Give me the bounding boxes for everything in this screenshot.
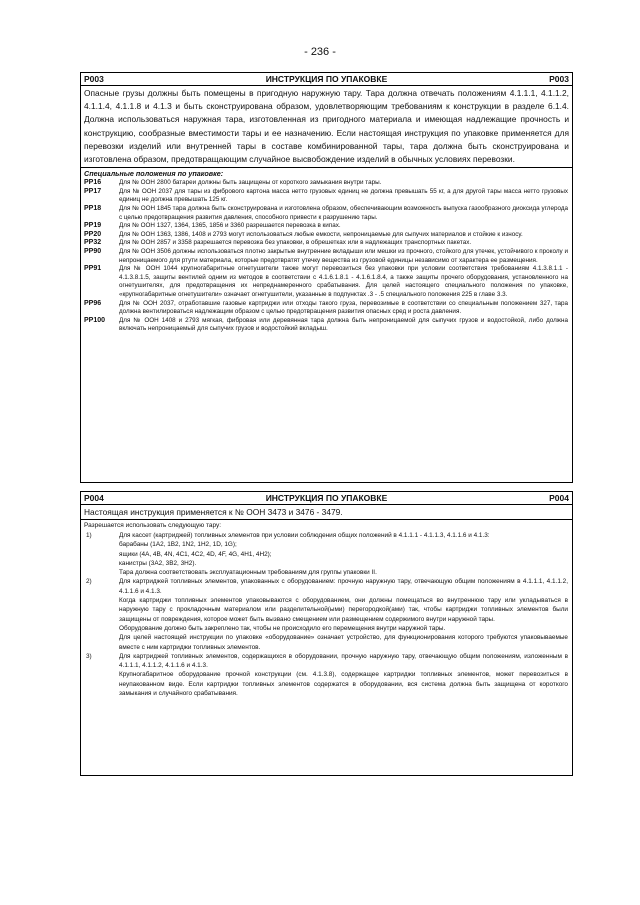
provision-code: PP32 (84, 239, 102, 247)
provision-text: Для № ООН 2037, отработавшие газовые картриджи или отходы такого груза, перевозимые в соответствии со специальным положением 327, тара должна вентилироваться надлежащим образом с целью предотвращения развития опасных сред и роста давления. (119, 299, 568, 316)
special-provisions-heading: Специальные положения по упаковке: (84, 169, 224, 179)
special-provision-row (81, 248, 572, 265)
option-number: 1) (86, 532, 92, 539)
special-provision-row (81, 317, 572, 334)
provision-code: PP16 (84, 179, 102, 187)
provision-code: PP90 (84, 247, 102, 255)
p003-code-right: P003 (549, 74, 569, 84)
packaging-option (81, 531, 572, 577)
option-paragraph: барабаны (1A2, 1B2, 1N2, 1H2, 1D, 1G); (119, 541, 237, 549)
provision-code: PP19 (84, 222, 102, 230)
option-paragraph: Тара должна соответствовать эксплуатационным требованиям для группы упаковки II. (119, 569, 377, 577)
provision-code: PP100 (84, 316, 106, 324)
provision-text: Для № ООН 3506 должны использоваться плотно закрытые внутренние вкладыши или мешки из прочного, стойкого для утечек, устойчивого к проколу и непроницаемого для ртути материала, которые предотвратят утечку вещества из грузовой единицы независимо от характера ее размещения. (119, 247, 568, 264)
option-paragraph: Крупногабаритное оборудование прочной конструкции (см. 4.1.3.8), содержащее картриджи топливных элементов, может перевозиться в неупакованном виде. Если картриджи топливных элементов содержатся в оборудовании, вся система должна быть защищена от короткого замыкания и случайного срабатывания. (119, 671, 568, 698)
option-paragraph: Оборудование должно быть закреплено так, чтобы не происходило его перемещения внутри наружной тары. (119, 624, 446, 632)
special-provision-row (81, 205, 572, 222)
p003-intro: Опасные грузы должны быть помещены в пригодную наружную тару. Тара должна отвечать положениям 4.1.1.1, 4.1.1.2, 4.1.1.4, 4.1.1.8 и 4.1.3 и быть сконструирована образом, удовлетворяющим требованиям к конструкции в разделе 6.1.4. Должна использоваться наружная тара, изготовленная из пригодного материала и имеющая надлежащие прочность и конструкцию, сообразные вместимости тары и ее назначению. Если настоящая инструкция по упаковке применяется для перевозки изделий или внутренней тары в составе комбинированной тары, тара должна быть сконструирована и изготовлена образом, предотвращающим случайное высвобождение изделий в обычных условиях перевозки. (81, 86, 572, 168)
allowed-packaging-heading: Разрешается использовать следующую тару: (84, 522, 222, 529)
provision-text: Для № ООН 2857 и 3358 разрешается перевозка без упаковки, в обрешетках или в надлежащих транспортных пакетах. (119, 239, 472, 247)
option-number: 2) (86, 578, 92, 586)
provision-text: Для № ООН 2800 батареи должны быть защищены от короткого замыкания внутри тары. (119, 179, 382, 187)
provision-text: Для № ООН 1044 крупногабаритные огнетушители также могут перевозиться без упаковки при условии соответствия требованиям 4.1.3.8.1.1 - 4.1.3.8.1.5, защиты вентилей одним из методов в соответствии с 4.1.6.1.8.1 - 4.1.6.1.8.4, а также защиты прочего оборудования, установленного на огнетушителях, для предотвращения их непреднамеренного срабатывания. Для целей настоящего специального положения по упаковке, «крупногабаритные огнетушители» означает огнетушители, указанные в подпунктах .3 - .5 специального положения 225 в главе 3.3. (119, 265, 568, 298)
option-paragraph: Для кассет (картриджей) топливных элементов при условии соблюдения общих положений в 4.1.1.1 - 4.1.1.3, 4.1.1.6 и 4.1.3: (119, 532, 490, 539)
option-body (119, 652, 572, 698)
special-provision-row (81, 222, 572, 231)
provision-text: Для № ООН 1845 тара должна быть сконструирована и изготовлена образом, обеспечивающим возможность выпуска газообразного диоксида углерода с целью предотвращения развития давления, способного привести к разрушению тары. (119, 205, 568, 221)
special-provision-row (81, 300, 572, 317)
provision-code: PP96 (84, 299, 102, 307)
provision-code: PP17 (84, 187, 102, 195)
special-provision-row (81, 265, 572, 299)
p004-header (81, 492, 572, 505)
provision-text: Для № ООН 2037 для тары из фибрового картона масса нетто грузовых единиц не должна превышать 55 кг, а для другой тары масса нетто грузовых единиц не должна превышать 125 кг. (119, 187, 568, 204)
option-body (119, 577, 572, 651)
option-body (119, 531, 572, 577)
option-paragraph: Для картриджей топливных элементов, упакованных с оборудованием: прочную наружную тару, отвечающую общим положениям в 4.1.1.1, 4.1.1.2, 4.1.1.6 и 4.1.3. (119, 578, 568, 595)
option-paragraph: ящики (4A, 4B, 4N, 4C1, 4C2, 4D, 4F, 4G, 4H1, 4H2); (119, 550, 272, 558)
page-number: - 236 - (304, 46, 336, 58)
packaging-option (81, 577, 572, 651)
packing-instruction-p004 (80, 491, 573, 776)
p003-header (81, 73, 572, 86)
provision-text: Для № ООН 1408 и 2793 мягкая, фибровая или деревянная тара должна быть непроницаемой для сыпучих грузов и водостойкой, либо должна включать непроницаемый для сыпучих грузов и водостойкий вкладыш. (119, 316, 568, 333)
p003-title: ИНСТРУКЦИЯ ПО УПАКОВКЕ (265, 74, 388, 84)
packing-instruction-p003 (80, 72, 573, 483)
special-provision-row (81, 239, 572, 248)
option-number: 3) (86, 652, 92, 660)
p004-intro: Настоящая инструкция применяется к № ООН 3473 и 3476 - 3479. (81, 505, 572, 520)
option-paragraph: канистры (3A2, 3B2, 3H2). (119, 559, 197, 567)
p003-code-left: P003 (84, 74, 104, 84)
special-provision-row (81, 188, 572, 205)
p004-code-right: P004 (549, 493, 569, 503)
p004-code-left: P004 (84, 493, 104, 503)
packaging-options-list (81, 531, 572, 698)
special-provision-row (81, 179, 572, 188)
provision-code: PP91 (84, 265, 102, 273)
p004-title: ИНСТРУКЦИЯ ПО УПАКОВКЕ (265, 493, 388, 503)
packaging-option (81, 652, 572, 698)
provision-code: PP18 (84, 205, 102, 212)
option-paragraph: Для целей настоящей инструкции по упаковке «оборудование» означает устройство, для функционирования которого требуются упаковываемые вместе с ним картриджи топливных элементов. (119, 634, 568, 651)
option-paragraph: Для картриджей топливных элементов, содержащихся в оборудовании, прочную наружную тару, отвечающую общим положениям, изложенным в 4.1.1.1, 4.1.1.2, 4.1.1.6 и 4.1.3. (119, 652, 568, 670)
provision-text: Для № ООН 1363, 1386, 1408 и 2793 могут использоваться любые емкости, непроницаемые для сыпучих материалов и стойкие к износу. (119, 230, 523, 238)
special-provisions-list (81, 179, 572, 334)
provision-code: PP20 (84, 230, 102, 238)
option-paragraph: Когда картриджи топливных элементов упаковываются с оборудованием, они должны помещаться во внутреннюю тару или укладываться в наружную тару с прокладочным материалом или разделительной(ыми) перегородкой(ами) так, чтобы картриджи топливных элементов были защищены от повреждения, которое может быть вызвано смещением или размещением содержимого внутри наружной тары. (119, 597, 568, 623)
provision-text: Для № ООН 1327, 1364, 1365, 1856 и 3360 разрешается перевозка в кипах. (119, 222, 341, 230)
